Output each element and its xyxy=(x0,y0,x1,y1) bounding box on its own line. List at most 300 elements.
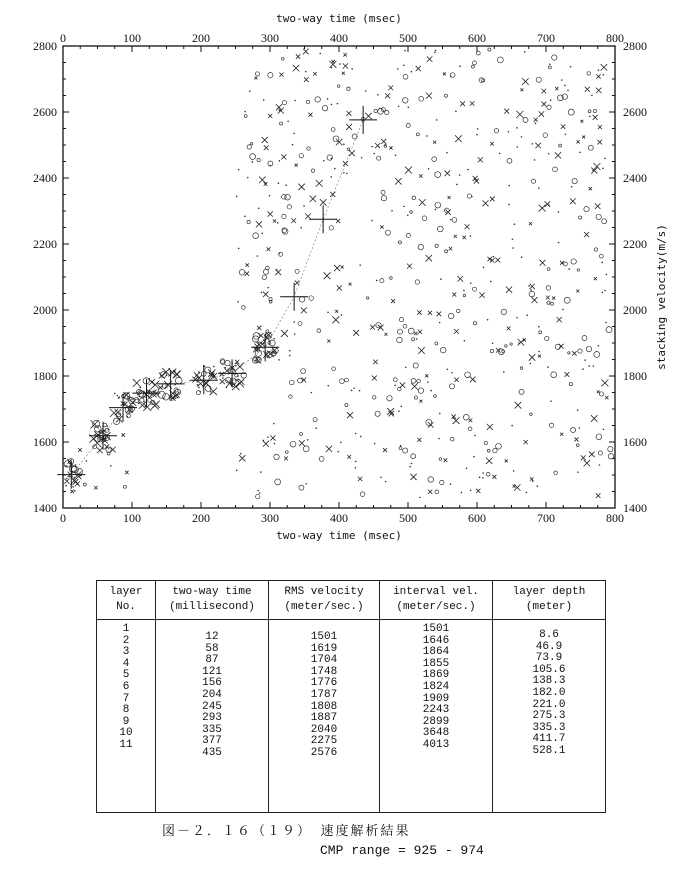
scatter-dot xyxy=(341,314,343,316)
scatter-circle xyxy=(559,144,562,147)
scatter-dot xyxy=(65,485,67,487)
header-layer: layer No. xyxy=(97,581,156,620)
scatter-cross xyxy=(416,66,421,71)
scatter-circle xyxy=(584,207,589,212)
scatter-cross xyxy=(332,316,339,323)
scatter-dot xyxy=(532,143,534,145)
interval-velocity-cell: 1869 xyxy=(422,669,450,682)
scatter-dot xyxy=(66,465,68,467)
scatter-dot xyxy=(487,319,489,321)
y-tick-label-left: 2000 xyxy=(33,303,57,317)
scatter-cross xyxy=(443,72,446,75)
y-tick-label-right: 2600 xyxy=(623,105,647,119)
scatter-cross xyxy=(296,54,300,58)
scatter-dot xyxy=(592,170,594,172)
scatter-circle xyxy=(523,118,528,123)
scatter-cross xyxy=(342,72,345,75)
scatter-circle xyxy=(319,457,324,462)
x-tick-label-bottom: 200 xyxy=(192,511,210,525)
scatter-circle xyxy=(289,395,292,398)
scatter-cross xyxy=(268,114,272,118)
scatter-cross xyxy=(334,265,340,271)
scatter-dot xyxy=(474,380,476,382)
x-tick-label-top: 700 xyxy=(537,31,555,45)
scatter-cross xyxy=(479,292,484,297)
scatter-circle xyxy=(435,490,439,494)
scatter-circle xyxy=(399,447,402,450)
scatter-circle xyxy=(387,396,392,401)
scatter-dot xyxy=(451,372,453,374)
scatter-cross xyxy=(384,333,387,336)
scatter-cross xyxy=(353,330,359,336)
scatter-circle xyxy=(403,74,408,79)
scatter-circle xyxy=(547,105,551,109)
scatter-cross xyxy=(295,281,299,285)
scatter-cross xyxy=(591,168,597,174)
scatter-circle xyxy=(285,194,291,200)
scatter-dot xyxy=(323,160,325,162)
scatter-dot xyxy=(398,410,400,412)
scatter-dot xyxy=(577,409,579,411)
scatter-cross xyxy=(316,180,323,187)
scatter-cross xyxy=(320,199,326,205)
scatter-dot xyxy=(435,50,437,52)
scatter-circle xyxy=(315,97,320,102)
scatter-circle xyxy=(331,128,335,132)
scatter-cross xyxy=(448,196,451,199)
scatter-dot xyxy=(340,442,342,444)
interval-velocity-cell: 3648 xyxy=(422,727,450,740)
scatter-dot xyxy=(591,95,593,97)
scatter-circle xyxy=(337,85,340,88)
scatter-dot xyxy=(579,152,581,154)
scatter-dot xyxy=(343,143,345,145)
scatter-circle xyxy=(410,211,413,214)
scatter-cross xyxy=(337,285,342,290)
scatter-circle xyxy=(529,291,535,297)
header-two-way-time: two-way time (millisecond) xyxy=(156,581,269,620)
velocity-results-table xyxy=(96,580,606,813)
scatter-cross xyxy=(372,376,377,381)
scatter-dot xyxy=(400,405,402,407)
scatter-dot xyxy=(601,292,603,294)
scatter-cross xyxy=(581,455,586,460)
scatter-dot xyxy=(577,471,579,473)
scatter-cross xyxy=(411,383,418,390)
scatter-cross xyxy=(139,402,146,409)
scatter-dot xyxy=(69,476,71,478)
two-way-time-cell: 377 xyxy=(202,735,222,748)
header-interval-velocity: interval vel. (meter/sec.) xyxy=(380,581,493,620)
scatter-dot xyxy=(294,100,296,102)
scatter-circle xyxy=(393,378,397,382)
scatter-dot xyxy=(361,157,363,159)
scatter-dot xyxy=(512,247,514,249)
scatter-dot xyxy=(521,256,523,258)
scatter-dot xyxy=(311,392,313,394)
scatter-dot xyxy=(537,485,539,487)
scatter-dot xyxy=(514,223,516,225)
scatter-circle xyxy=(414,396,417,399)
scatter-cross xyxy=(299,440,305,446)
scatter-dot xyxy=(222,377,224,379)
scatter-circle xyxy=(290,441,296,447)
scatter-cross xyxy=(594,277,597,280)
scatter-cross xyxy=(542,89,547,94)
scatter-cross xyxy=(343,53,347,57)
interval-velocity-cell: 1909 xyxy=(422,692,450,705)
scatter-dot xyxy=(260,471,262,473)
scatter-circle xyxy=(266,330,269,333)
scatter-dot xyxy=(236,470,238,472)
scatter-cross xyxy=(327,340,330,343)
scatter-dot xyxy=(430,390,432,392)
scatter-circle xyxy=(225,360,230,365)
scatter-circle xyxy=(83,483,86,486)
scatter-circle xyxy=(256,494,260,498)
scatter-cross xyxy=(522,78,529,85)
scatter-circle xyxy=(339,379,344,384)
x-axis-label-bottom: two-way time (msec) xyxy=(276,529,402,542)
scatter-dot xyxy=(579,427,581,429)
rms-velocity-cell: 2040 xyxy=(310,723,338,736)
scatter-cross xyxy=(395,178,402,185)
scatter-dot xyxy=(508,204,510,206)
scatter-cross xyxy=(552,297,555,300)
scatter-circle xyxy=(467,194,471,198)
scatter-cross xyxy=(546,296,550,300)
scatter-dot xyxy=(598,69,600,71)
scatter-dot xyxy=(355,433,357,435)
scatter-circle xyxy=(282,101,286,105)
scatter-dot xyxy=(526,492,528,494)
scatter-circle xyxy=(510,343,512,345)
scatter-circle xyxy=(295,269,299,273)
scatter-dot xyxy=(289,355,291,357)
scatter-cross xyxy=(535,143,540,148)
scatter-cross xyxy=(492,475,496,479)
layer-number-cell: 6 xyxy=(122,680,130,693)
scatter-dot xyxy=(407,214,409,216)
x-tick-label-top: 100 xyxy=(123,31,141,45)
scatter-circle xyxy=(374,109,377,112)
scatter-circle xyxy=(250,154,256,160)
scatter-circle xyxy=(275,479,281,485)
scatter-cross xyxy=(490,142,493,145)
two-way-time-cell: 87 xyxy=(205,654,219,667)
scatter-cross xyxy=(149,379,155,385)
scatter-dot xyxy=(334,168,336,170)
scatter-dot xyxy=(558,242,560,244)
scatter-circle xyxy=(543,133,548,138)
scatter-circle xyxy=(546,286,551,291)
header-rms-velocity: RMS velocity (meter/sec.) xyxy=(269,581,380,620)
scatter-circle xyxy=(298,378,303,383)
scatter-dot xyxy=(346,173,348,175)
scatter-dot xyxy=(327,385,329,387)
interval-velocity-cell: 1824 xyxy=(422,680,450,693)
scatter-cross xyxy=(260,342,265,347)
scatter-cross xyxy=(257,326,261,330)
scatter-circle xyxy=(593,109,596,112)
scatter-cross xyxy=(236,363,244,371)
scatter-cross xyxy=(121,433,125,437)
scatter-cross xyxy=(520,88,523,91)
scatter-cross xyxy=(460,101,465,106)
scatter-circle xyxy=(398,241,401,244)
rms-velocity-cell: 2275 xyxy=(310,735,338,748)
scatter-cross xyxy=(516,111,523,118)
scatter-dot xyxy=(434,52,436,54)
scatter-dot xyxy=(599,464,601,466)
y-tick-label-left: 2600 xyxy=(33,105,57,119)
scatter-dot xyxy=(353,387,355,389)
scatter-circle xyxy=(347,148,350,151)
scatter-dot xyxy=(132,398,134,400)
scatter-cross xyxy=(465,224,470,229)
y-tick-label-left: 1800 xyxy=(33,369,57,383)
scatter-dot xyxy=(240,453,242,455)
scatter-cross xyxy=(580,120,583,123)
scatter-circle xyxy=(306,100,310,104)
layer-depth-cell: 182.0 xyxy=(532,686,566,699)
scatter-cross xyxy=(407,264,412,269)
scatter-dot xyxy=(538,351,540,353)
scatter-cross xyxy=(445,171,451,177)
layer-depth-cell: 105.6 xyxy=(532,663,566,676)
scatter-dot xyxy=(603,74,605,76)
scatter-dot xyxy=(104,440,106,442)
scatter-circle xyxy=(440,480,444,484)
scatter-circle xyxy=(577,269,579,271)
scatter-circle xyxy=(547,268,550,271)
scatter-cross xyxy=(389,146,392,149)
scatter-dot xyxy=(395,155,397,157)
scatter-dot xyxy=(263,440,265,442)
scatter-dot xyxy=(327,98,329,100)
scatter-dot xyxy=(244,216,246,218)
scatter-dot xyxy=(567,90,569,92)
scatter-circle xyxy=(571,427,576,432)
axis-ticks xyxy=(33,31,647,525)
scatter-circle xyxy=(244,115,247,118)
layer-number-cell: 8 xyxy=(122,704,130,717)
scatter-circle xyxy=(373,396,376,399)
scatter-dot xyxy=(470,490,472,492)
scatter-cross xyxy=(385,93,390,98)
scatter-circle xyxy=(366,297,368,299)
scatter-dot xyxy=(300,227,302,229)
scatter-circle xyxy=(301,369,306,374)
scatter-cross xyxy=(534,118,538,122)
two-way-time-cell: 335 xyxy=(202,723,222,736)
pick-trend-line xyxy=(71,120,363,475)
plot-border xyxy=(63,46,615,508)
scatter-dot xyxy=(548,204,550,206)
scatter-circle xyxy=(552,55,557,60)
scatter-circle xyxy=(390,277,393,280)
scatter-dot xyxy=(110,465,112,467)
x-tick-label-top: 400 xyxy=(330,31,348,45)
scatter-dot xyxy=(337,103,339,105)
scatter-circle xyxy=(428,477,434,483)
scatter-dot xyxy=(511,425,513,427)
scatter-cross xyxy=(428,311,432,315)
scatter-dot xyxy=(373,153,375,155)
scatter-dot xyxy=(508,131,510,133)
scatter-dot xyxy=(411,463,413,465)
scatter-circle xyxy=(303,446,309,452)
interval-velocity-cell: 4013 xyxy=(422,738,450,751)
scatter-cross xyxy=(425,374,428,377)
rms-velocity-cell: 2576 xyxy=(310,746,338,759)
scatter-circle xyxy=(381,190,385,194)
rms-velocity-cell: 1501 xyxy=(310,631,338,643)
two-way-time-cell: 204 xyxy=(202,688,222,701)
scatter-circle xyxy=(263,269,268,274)
scatter-dot xyxy=(606,274,608,276)
scatter-dot xyxy=(550,400,552,402)
scatter-dot xyxy=(534,159,536,161)
scatter-circle xyxy=(494,128,498,132)
scatter-cross xyxy=(457,276,463,282)
two-way-time-cell: 293 xyxy=(202,712,222,725)
rms-velocity-cell: 1808 xyxy=(310,700,338,713)
scatter-dot xyxy=(175,397,177,399)
scatter-cross xyxy=(381,139,386,144)
scatter-circle xyxy=(572,178,577,183)
scatter-cross xyxy=(365,113,371,119)
scatter-dot xyxy=(518,342,520,344)
scatter-circle xyxy=(471,65,474,68)
scatter-circle xyxy=(563,262,567,266)
scatter-circle xyxy=(411,378,416,383)
scatter-dot xyxy=(360,436,362,438)
scatter-cross xyxy=(561,124,565,128)
y-tick-label-left: 1600 xyxy=(33,435,57,449)
velocity-pick-cross xyxy=(190,366,218,394)
scatter-circle xyxy=(465,372,471,378)
scatter-dot xyxy=(459,65,461,67)
scatter-circle xyxy=(282,214,286,218)
y-tick-label-right: 1600 xyxy=(623,435,647,449)
scatter-dot xyxy=(524,51,526,53)
scatter-dot xyxy=(530,289,532,291)
scatter-dot xyxy=(74,490,76,492)
scatter-dot xyxy=(258,342,260,344)
scatter-cross xyxy=(598,125,602,129)
scatter-cross xyxy=(419,400,422,403)
scatter-dot xyxy=(293,133,295,135)
scatter-dot xyxy=(337,451,339,453)
layer-depth-cell: 528.1 xyxy=(532,744,566,757)
layer-number-cell: 3 xyxy=(122,646,130,659)
scatter-dot xyxy=(455,110,457,112)
scatter-circle xyxy=(345,404,348,407)
scatter-circle xyxy=(415,280,419,284)
scatter-circle xyxy=(568,109,574,115)
scatter-dot xyxy=(117,395,119,397)
scatter-dot xyxy=(79,475,81,477)
scatter-dot xyxy=(405,367,407,369)
scatter-dot xyxy=(359,390,361,392)
scatter-dot xyxy=(254,360,256,362)
scatter-dot xyxy=(416,338,418,340)
scatter-dot xyxy=(426,135,428,137)
scatter-circle xyxy=(473,61,477,65)
scatter-dot xyxy=(467,169,469,171)
scatter-dot xyxy=(277,222,279,224)
scatter-cross xyxy=(452,293,456,297)
scatter-cross xyxy=(220,379,225,384)
scatter-dot xyxy=(397,68,399,70)
scatter-cross xyxy=(469,419,473,423)
scatter-cross xyxy=(64,479,69,484)
scatter-dot xyxy=(259,492,261,494)
scatter-cross xyxy=(335,310,338,313)
scatter-dot xyxy=(482,472,484,474)
scatter-cross xyxy=(305,214,311,220)
interval-velocity-column xyxy=(380,620,493,813)
scatter-circle xyxy=(435,172,441,178)
scatter-cross xyxy=(391,299,395,303)
scatter-cross xyxy=(380,225,383,228)
scatter-cross xyxy=(310,196,316,202)
scatter-cross xyxy=(463,236,467,240)
scatter-cross xyxy=(301,307,307,313)
scatter-cross xyxy=(540,260,546,266)
scatter-cross xyxy=(529,354,536,361)
scatter-cross xyxy=(383,448,387,452)
scatter-dot xyxy=(249,90,251,92)
scatter-cross xyxy=(388,85,393,90)
scatter-cross xyxy=(470,101,475,106)
x-tick-label-top: 0 xyxy=(60,31,66,45)
scatter-dot xyxy=(94,434,96,436)
scatter-circle xyxy=(317,329,321,333)
scatter-circle xyxy=(484,441,487,444)
layer-number-cell: 5 xyxy=(122,669,130,682)
scatter-dot xyxy=(385,481,387,483)
scatter-circle xyxy=(313,418,317,422)
scatter-cross xyxy=(427,56,433,62)
scatter-circle xyxy=(555,344,560,349)
scatter-dot xyxy=(292,144,294,146)
scatter-dot xyxy=(371,146,373,148)
scatter-circle xyxy=(299,153,303,157)
y-tick-label-left: 2400 xyxy=(33,171,57,185)
scatter-dot xyxy=(512,238,514,240)
scatter-circle xyxy=(435,244,438,247)
scatter-dot xyxy=(582,368,584,370)
scatter-circle xyxy=(493,448,497,452)
scatter-dot xyxy=(224,367,226,369)
scatter-circle xyxy=(253,233,259,239)
scatter-dot xyxy=(439,413,441,415)
scatter-circle xyxy=(123,485,126,488)
scatter-dot xyxy=(273,338,275,340)
y-tick-label-left: 1400 xyxy=(33,501,57,515)
x-tick-label-bottom: 100 xyxy=(123,511,141,525)
scatter-dot xyxy=(603,429,605,431)
scatter-cross xyxy=(449,247,452,250)
scatter-dot xyxy=(499,153,501,155)
scatter-dot xyxy=(427,381,429,383)
scatter-cross xyxy=(375,143,380,148)
scatter-dot xyxy=(278,182,280,184)
scatter-cross xyxy=(349,150,355,156)
scatter-circle xyxy=(377,156,381,160)
